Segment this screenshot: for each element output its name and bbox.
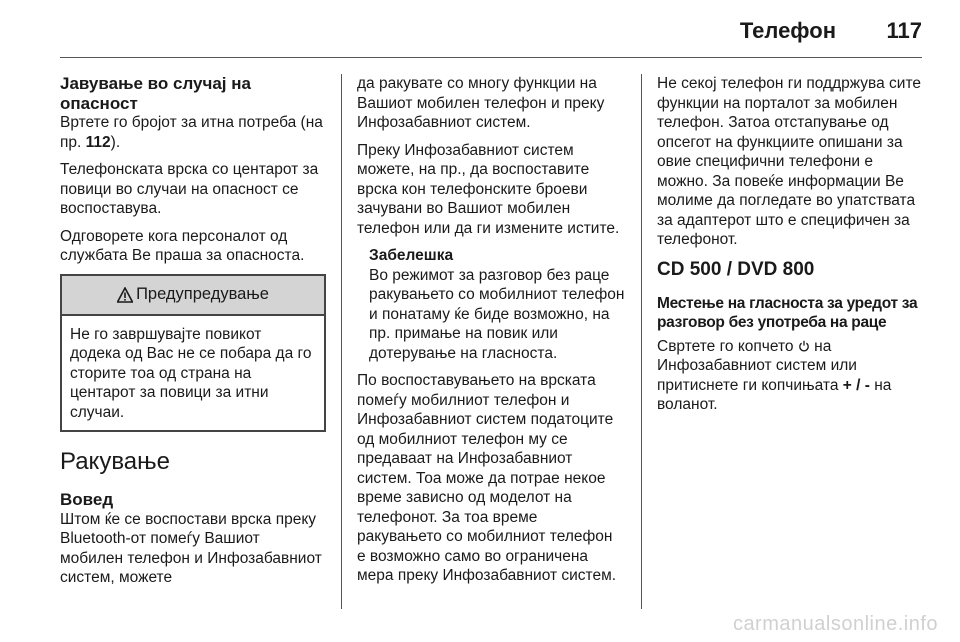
warning-header: [62, 276, 324, 316]
subheading-line: Местење на гласноста за уредот за: [657, 294, 918, 312]
warning-icon: [117, 287, 133, 303]
header-divider: [60, 57, 922, 58]
note-block: [357, 246, 625, 363]
warning-box: [60, 274, 326, 433]
paragraph: По воспоставувањето на врската помеѓу мобилниот телефон и Инфозабавниот систем податоците од мобилниот телефон му се предаваат на Инфозабавниот систем. Тоа може да потрае некое време зависно од моделот на телефонот. За тоа време ракувањето со мобилниот телефон е возможно само во ограничена мера преку Инфозабавниот систем.: [357, 372, 617, 584]
section-title-operation: Ракување: [60, 448, 171, 475]
subheading-introduction: Вовед: [60, 490, 114, 509]
emergency-number: 112: [85, 133, 111, 151]
note-body: Во режимот за разговор без раце ракувањето со мобилниот телефон и понатаму ќе биде возможно, на пр. примање на повик или дотерување на гласноста.: [369, 266, 625, 362]
plus-minus-buttons: + / -: [842, 376, 870, 394]
paragraph: да ракувате со многу функции на Вашиот мобилен телефон и преку Инфозабавниот систем.: [357, 75, 605, 131]
paragraph: Штом ќе се воспостави врска преку Bluetooth-от помеѓу Вашиот мобилен телефон и Инфозабавниот систем, можете: [60, 510, 322, 586]
subheading-line: опасност: [60, 93, 138, 113]
power-knob-icon: [798, 340, 810, 352]
subheading-line: разговор без употреба на раце: [657, 314, 887, 331]
paragraph: Одговорете кога персоналот од службата Ве праша за опасноста.: [60, 227, 305, 264]
paragraph: Телефонската врска со центарот за повици во случаи на опасност се воспоставува.: [60, 161, 319, 217]
column-1: [60, 74, 326, 596]
warning-title: Предупредување: [136, 284, 269, 303]
warning-body: Не го завршувајте повикот додека од Вас не се побара да го сторите тоа од страна на центарот за повици за итни случаи.: [70, 325, 312, 421]
column-divider-1: [341, 74, 342, 609]
section-title-cd500-dvd800: CD 500 / DVD 800: [657, 258, 815, 280]
watermark: carmanualsonline.info: [732, 613, 938, 635]
page-header: [60, 0, 922, 60]
paragraph: Не секој телефон ги поддржува сите функции на порталот за мобилен телефон. Затоа отстапување од опсегот на функциите опишани за овие специфични телефони е можно. За повеќе информации Ве молиме да погледате во упатствата за адаптерот што е специфичен за телефонот.: [657, 75, 921, 248]
subheading-emergency-call: [60, 74, 326, 113]
column-divider-2: [641, 74, 642, 609]
header-title: Телефон: [739, 18, 836, 43]
column-2: [357, 74, 625, 594]
page-number: 117: [886, 18, 922, 43]
paragraph: Преку Инфозабавниот систем можете, на пр., да воспоставите врска кон телефонските броеви зачувани во Вашиот мобилен телефон или да ги измените истите.: [357, 141, 620, 237]
paragraph-volume-instructions: Свртете го копчето на Инфозабавниот систем или притиснете ги копчињата + / - на воланот.: [657, 337, 892, 413]
subheading-handsfree-volume: [657, 294, 925, 333]
note-title: Забелешка: [369, 247, 454, 264]
paragraph-emergency-number: Вртете го бројот за итна потреба (на пр. 112).: [60, 114, 323, 151]
column-3: [657, 74, 925, 423]
subheading-line: Јавување во случај на: [60, 74, 251, 93]
